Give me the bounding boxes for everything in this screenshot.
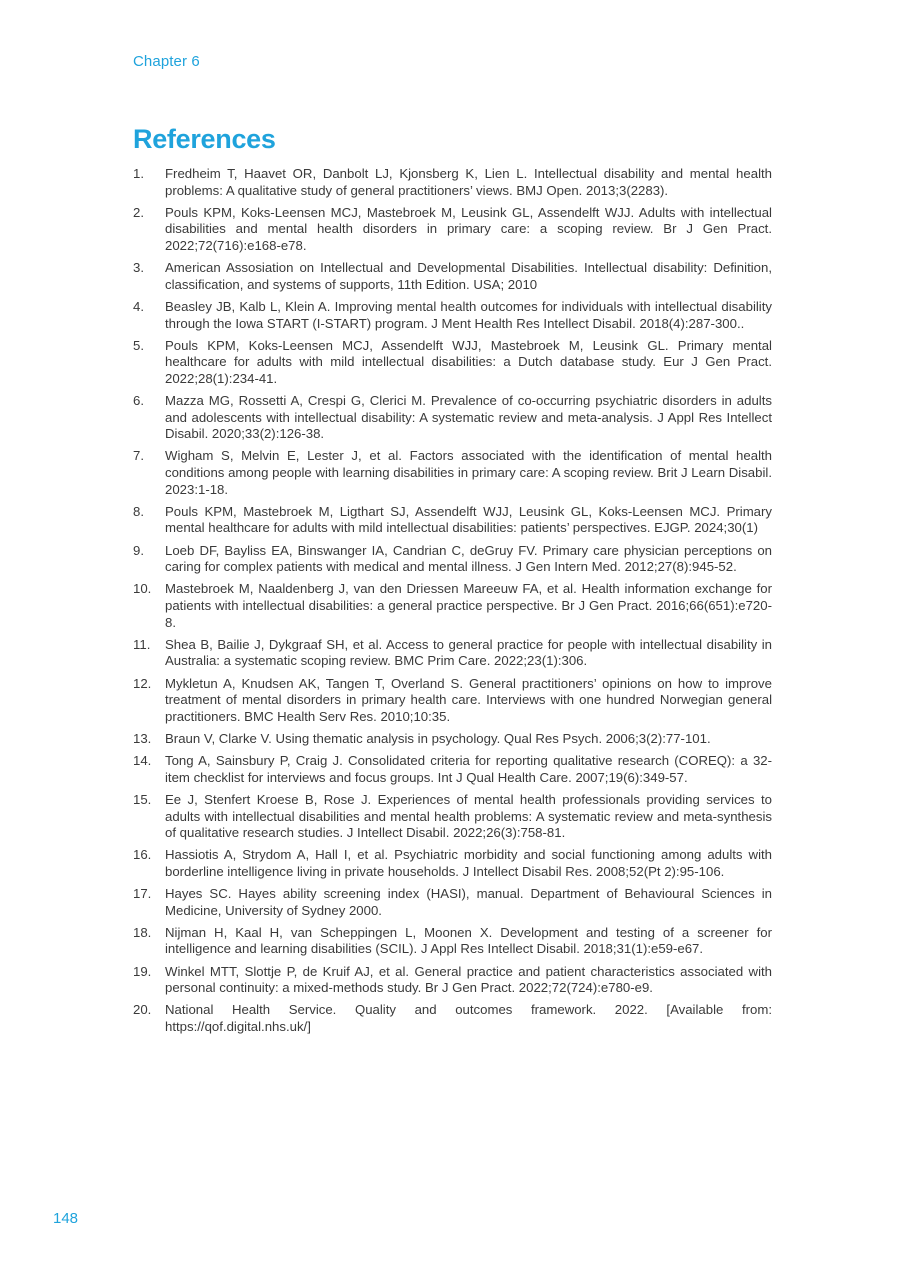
reference-text: Loeb DF, Bayliss EA, Binswanger IA, Candrian C, deGruy FV. Primary care physician perceptions on caring for complex patients with medical and mental illness. J Gen Intern Med. 2012;27(8):945-52. <box>165 542 772 575</box>
reference-text: Shea B, Bailie J, Dykgraaf SH, et al. Access to general practice for people with intellectual disability in Australia: a systematic scoping review. BMC Prim Care. 2022;23(1):306. <box>165 636 772 669</box>
section-title: References <box>133 124 276 154</box>
reference-list <box>133 166 772 1041</box>
reference-item <box>133 393 772 443</box>
reference-number: 2. <box>133 204 144 220</box>
page-number: 148 <box>53 1210 79 1227</box>
reference-text: Winkel MTT, Slottje P, de Kruif AJ, et al. General practice and patient characteristics associated with personal continuity: a mixed-methods study. Br J Gen Pract. 2022;72(724):e780-e9. <box>165 963 772 996</box>
reference-text: American Assosiation on Intellectual and Developmental Disabilities. Intellectual disability: Definition, classification, and systems of supports, 11th Edition. USA; 2010 <box>165 260 772 292</box>
reference-text: Pouls KPM, Koks-Leensen MCJ, Mastebroek M, Leusink GL, Assendelft WJJ. Adults with intellectual disabilities and mental health disorders in primary care: a scoping review. Br J Gen Pract. 2022;72(716):e168-e78. <box>165 204 772 253</box>
reference-item <box>133 581 772 631</box>
reference-number: 8. <box>133 503 144 519</box>
reference-item <box>133 731 772 748</box>
reference-item <box>133 338 772 388</box>
chapter-label: Chapter 6 <box>133 53 200 70</box>
reference-number: 20. <box>133 1002 152 1018</box>
reference-number: 12. <box>133 675 152 691</box>
reference-number: 17. <box>133 886 152 902</box>
reference-item <box>133 792 772 842</box>
reference-item <box>133 205 772 255</box>
reference-number: 11. <box>133 636 151 652</box>
reference-number: 1. <box>133 166 144 181</box>
reference-number: 5. <box>133 337 144 353</box>
reference-number: 3. <box>133 260 144 276</box>
reference-text: Fredheim T, Haavet OR, Danbolt LJ, Kjonsberg K, Lien L. Intellectual disability and mental health problems: A qualitative study of general practitioners’ views. BMJ Open. 2013;3(2283). <box>165 166 772 198</box>
reference-text: Wigham S, Melvin E, Lester J, et al. Factors associated with the identification of mental health conditions among people with learning disabilities in primary care: A scoping review. Brit J Learn Disabil. 2023:1-18. <box>165 448 772 497</box>
reference-text: Nijman H, Kaal H, van Scheppingen L, Moonen X. Development and testing of a screener for intelligence and learning disabilities (SCIL). J Appl Res Intellect Disabil. 2018;31(1):e59-e67. <box>165 924 772 957</box>
reference-text: National Health Service. Quality and outcomes framework. 2022. [Available from: https://qof.digital.nhs.uk/] <box>165 1002 772 1034</box>
reference-item <box>133 166 772 199</box>
reference-item <box>133 847 772 880</box>
reference-number: 19. <box>133 963 152 979</box>
reference-number: 9. <box>133 542 144 558</box>
reference-item <box>133 448 772 498</box>
reference-item <box>133 964 772 997</box>
reference-item <box>133 886 772 919</box>
reference-number: 6. <box>133 393 144 409</box>
reference-text: Mykletun A, Knudsen AK, Tangen T, Overland S. General practitioners’ opinions on how to improve treatment of mental disorders in primary health care. Interviews with one hundred Norwegian general practitioners. BMC Health Serv Res. 2010;10:35. <box>165 675 772 724</box>
reference-text: Mastebroek M, Naaldenberg J, van den Driessen Mareeuw FA, et al. Health information exchange for patients with intellectual disabilities: a general practice perspective. Br J Gen Pract. 2016;66(651):e720-8. <box>165 581 772 630</box>
reference-text: Pouls KPM, Mastebroek M, Ligthart SJ, Assendelft WJJ, Leusink GL, Koks-Leensen MCJ. Primary mental healthcare for adults with mild intellectual disabilities: patients’ perspectives. EJGP. 2024;30(1) <box>165 503 772 536</box>
reference-number: 13. <box>133 730 152 746</box>
reference-text: Hassiotis A, Strydom A, Hall I, et al. Psychiatric morbidity and social functioning among adults with borderline intelligence living in private households. J Intellect Disabil Res. 2008;52(Pt 2):95-106. <box>165 847 772 879</box>
reference-number: 10. <box>133 581 152 597</box>
reference-text: Beasley JB, Kalb L, Klein A. Improving mental health outcomes for individuals with intellectual disability through the Iowa START (I-START) program. J Ment Health Res Intellect Disabil. 2018(4):287-300.. <box>165 298 772 331</box>
reference-number: 15. <box>133 791 152 807</box>
reference-item <box>133 925 772 958</box>
reference-text: Braun V, Clarke V. Using thematic analysis in psychology. Qual Res Psych. 2006;3(2):77-101. <box>165 730 711 746</box>
reference-number: 18. <box>133 924 152 940</box>
reference-item <box>133 637 772 670</box>
reference-text: Mazza MG, Rossetti A, Crespi G, Clerici M. Prevalence of co-occurring psychiatric disorders in adults and adolescents with intellectual disability: A systematic review and meta-analysis. J Appl Res Intellect Disabil. 2020;33(2):126-38. <box>165 393 772 442</box>
reference-item <box>133 543 772 576</box>
reference-item <box>133 260 772 293</box>
reference-text: Ee J, Stenfert Kroese B, Rose J. Experiences of mental health professionals providing services to adults with intellectual disabilities and mental health problems: A systematic review and meta-synthesis of qualitative research studies. J Intellect Disabil. 2022;26(3):758-81. <box>165 791 772 841</box>
reference-item <box>133 753 772 786</box>
reference-item <box>133 504 772 537</box>
reference-text: Pouls KPM, Koks-Leensen MCJ, Assendelft WJJ, Mastebroek M, Leusink GL. Primary mental healthcare for adults with mild intellectual disabilities: a Dutch database study. Eur J Gen Pract. 2022;28(1):234-41. <box>165 337 772 386</box>
reference-number: 4. <box>133 298 144 314</box>
reference-item <box>133 676 772 726</box>
reference-item <box>133 299 772 332</box>
reference-text: Tong A, Sainsbury P, Craig J. Consolidated criteria for reporting qualitative research (COREQ): a 32-item checklist for interviews and focus groups. Int J Qual Health Care. 2007;19(6):349-57. <box>165 753 772 785</box>
reference-text: Hayes SC. Hayes ability screening index (HASI), manual. Department of Behavioural Sciences in Medicine, University of Sydney 2000. <box>165 886 772 918</box>
reference-number: 7. <box>133 448 144 464</box>
reference-number: 14. <box>133 753 152 769</box>
reference-number: 16. <box>133 847 152 863</box>
reference-item <box>133 1002 772 1035</box>
